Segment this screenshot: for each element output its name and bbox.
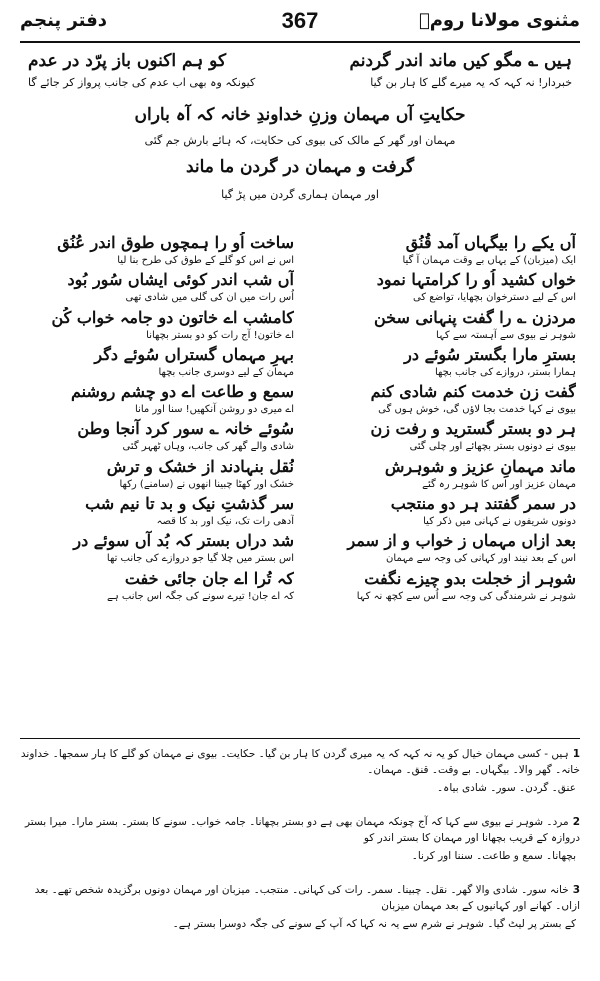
verse-translation: اس نے اس کو گلے کے طوق کی طرح بنا لیا xyxy=(117,255,294,266)
intro-gloss xyxy=(28,76,572,89)
verse-column-right xyxy=(306,232,576,605)
verse-line: خواں کشید اُو را کرامتہا نمود xyxy=(376,270,576,290)
verse-translation: شوہر نے شرمندگی کی وجہ سے اُس سے کچھ نہ کہا xyxy=(356,590,576,602)
book-title: مثنوی مولانا رومؒ xyxy=(418,10,580,31)
verse-translation: شادی والے گھر کی جانب، وہاں ٹھہر گئی xyxy=(122,441,294,453)
story-heading: حکایتِ آں مہمان وزنِ خداوندِ خانہ کہ آہ باراں xyxy=(134,105,466,125)
verse-translation: اس کے لیے دسترخوان بچھایا، تواضع کی xyxy=(412,292,576,304)
verse-line: ساخت اُو را ہمچوں طوق اندر عُنُق xyxy=(57,233,294,252)
footnote-line xyxy=(20,882,580,914)
verse-line: بعد ازاں مہماں ز خواب و از سمر xyxy=(347,531,576,551)
couplet-hemistich xyxy=(306,269,576,306)
footnote-line xyxy=(20,780,580,796)
verse-translation: مہمان عزیز اور اس کا شوہر رہ گئے xyxy=(422,478,576,490)
verse-line: ہر دو بستر گسترید و رفت زن xyxy=(370,419,576,439)
verse-translation: شوہر نے بیوی سے آہستہ سے کہا xyxy=(435,329,576,341)
verse-translation: بیوی نے کہا خدمت بجا لاؤں گی، خوش ہوں گی xyxy=(378,404,576,416)
volume-label: دفتر پنجم xyxy=(20,10,108,31)
couplet-hemistich xyxy=(24,418,294,455)
verse-line: شد دراں بستر کہ بُد آں سوئے در xyxy=(73,531,294,551)
couplet-hemistich xyxy=(24,568,294,605)
story-heading-translation: مہمان اور گھر کے مالک کی بیوی کی حکایت، کہ ہائے بارش جم گئی xyxy=(144,134,456,147)
verse-line: سمع و طاعت اے دو چشم روشنم xyxy=(70,382,294,402)
verse-line: سُوئے خانہ ؎ سور کرد آنجا وطن xyxy=(77,419,294,439)
couplet-hemistich xyxy=(306,493,576,530)
couplet-hemistich xyxy=(24,493,294,530)
footnote-number: 1 xyxy=(572,748,580,760)
couplet-hemistich xyxy=(306,568,576,605)
couplet-hemistich xyxy=(24,530,294,567)
page-header xyxy=(20,10,580,38)
verse-translation: اس کے بعد نیند اور کہانی کی وجہ سے مہمان xyxy=(386,553,576,565)
footnote-divider xyxy=(20,738,580,739)
footnote-text: ہیں - کسی مہمان خیال کو یہ نہ کہہ کہ یہ میری گردن کا ہار بن گیا۔ حکایت۔ بیوی نے مہمان کو گلے کا ہار سمجھا۔ خداوند خانہ۔ گھر والا۔ بیگہاں۔ بے وقت۔ قنق۔ مہمان۔ xyxy=(20,748,580,776)
story-heading-translation-2: اور مہمان ہماری گردن میں پڑ گیا xyxy=(221,188,379,201)
verse-line: شوہر از خجلت بدو چیزے نگفت xyxy=(364,568,576,588)
footnote-line xyxy=(20,814,580,846)
verse-line: آں یکے را بیگہاں آمد قُنُق xyxy=(405,233,576,252)
footnote-text: مرد۔ شوہر نے بیوی سے کہا کہ آج چونکہ مہمان بھی ہے دو بستر بچھانا۔ جامہ خواب۔ سونے کا بستر۔ بستر مارا۔ میرا بستر دروازہ کے قریب بچھانا اور مہمان کا بستر اندر کو xyxy=(24,816,580,844)
header-divider xyxy=(20,41,580,43)
verse-translation: بیوی نے دونوں بستر بچھائے اور چلی گئی xyxy=(409,441,576,453)
couplet-hemistich xyxy=(24,381,294,418)
verse-translation: اے میری دو روشن آنکھیں! سنا اور مانا xyxy=(135,404,294,416)
footnote-line xyxy=(20,848,580,864)
verse-left: کو ہم اکنوں باز پرّد در عدم xyxy=(28,51,227,71)
verse-line: نُقل بنہادند از خشک و ترش xyxy=(106,456,294,476)
couplet-hemistich xyxy=(306,381,576,418)
verse-line: در سمر گفتند ہر دو منتجب xyxy=(390,494,576,514)
verse-translation: دونوں شریفوں نے کہانی میں ذکر کیا xyxy=(423,516,576,528)
verse-line: آں شب اندر کوئی ایشاں سُور بُود xyxy=(67,270,294,290)
footnote-text: خانہ سور۔ شادی والا گھر۔ نقل۔ چبینا۔ سمر۔ رات کی کہانی۔ منتجب۔ میزبان اور مہمان دونوں برگزیدہ شخص تھے۔ بعد ازاں۔ کھانے اور کہانیوں کے بعد مہمان میزبان xyxy=(34,884,580,912)
verse-line: بہرِ مہماں گستراں سُوئے دگر xyxy=(94,344,294,364)
gloss-left: کیونکہ وہ بھی اب عدم کی جانب پرواز کر جائے گا xyxy=(28,76,256,89)
verse-line: مردزن ؎ را گفت پنہانی سخن xyxy=(373,307,576,327)
story-heading-continued: گرفت و مہمان در گردن ما ماند xyxy=(185,157,415,177)
couplet-hemistich xyxy=(306,530,576,567)
verse-translation: ہمارا بستر، دروازے کی جانب بچھا xyxy=(434,366,576,378)
footnote-line xyxy=(20,916,580,932)
gloss-right: خبردار! نہ کہہ کہ یہ میرے گلے کا ہار بن گیا xyxy=(370,76,572,89)
verse-line: کامشب اے خاتون دو جامہ خواب کُن xyxy=(51,307,294,327)
verse-line: بسترِ مارا بگستر سُوئے در xyxy=(404,344,576,364)
verse-translation: ایک (میزبان) کے یہاں بے وقت مہمان آ گیا xyxy=(402,255,576,266)
couplet-hemistich xyxy=(306,232,576,269)
page-number: 367 xyxy=(281,8,319,33)
verse-translation: خشک اور کھٹا چبینا انھوں نے (سامنے) رکھا xyxy=(119,478,294,490)
verse-line: کہ تُرا اے جان جائی خفت xyxy=(124,568,294,588)
footnote-text: عنق۔ گردن۔ سور۔ شادی بیاہ۔ xyxy=(437,782,576,794)
couplet-hemistich xyxy=(306,456,576,493)
verse-column-left xyxy=(24,232,294,605)
couplet-hemistich xyxy=(306,344,576,381)
footnote-text: بچھانا۔ سمع و طاعت۔ سننا اور کرنا۔ xyxy=(411,850,576,862)
verse-line: ماند مہمانِ عزیز و شوہرش xyxy=(384,456,576,476)
verse-line: سر گذشتِ نیک و بد تا نیم شب xyxy=(85,494,294,514)
couplet-hemistich xyxy=(24,269,294,306)
couplet-hemistich xyxy=(306,307,576,344)
couplet-hemistich xyxy=(24,344,294,381)
verse-translation: آدھی رات تک، نیک اور بد کا قصہ xyxy=(156,516,294,528)
couplet-hemistich xyxy=(306,418,576,455)
couplet-hemistich xyxy=(24,456,294,493)
intro-verse xyxy=(28,50,572,71)
footnote-number: 2 xyxy=(572,816,580,828)
verse-translation: مہمان کے لیے دوسری جانب بچھا xyxy=(158,366,294,378)
footnote-number: 3 xyxy=(572,884,580,896)
couplet-hemistich xyxy=(24,232,294,269)
footnote-line xyxy=(20,746,580,778)
verse-translation: اس بستر میں چلا گیا جو دروازے کی جانب تھا xyxy=(106,553,294,565)
verse-translation: کہ اے جان! تیرے سونے کی جگہ اس جانب ہے xyxy=(106,590,294,602)
verse-line: گفت زن خدمت کنم شادی کنم xyxy=(370,382,576,402)
footnote-text: کے بستر پر لیٹ گیا۔ شوہر نے شرم سے یہ نہ کہا کہ آپ کے سونے کی جگہ دوسرا بستر ہے۔ xyxy=(172,918,576,930)
verse-translation: اے خاتون! آج رات کو دو بستر بچھانا xyxy=(146,329,294,341)
verse-right: ہیں ؎ مگو کیں ماند اندر گردنم xyxy=(349,51,572,71)
couplet-hemistich xyxy=(24,307,294,344)
verse-translation: اُس رات میں ان کی گلی میں شادی تھی xyxy=(125,292,294,304)
